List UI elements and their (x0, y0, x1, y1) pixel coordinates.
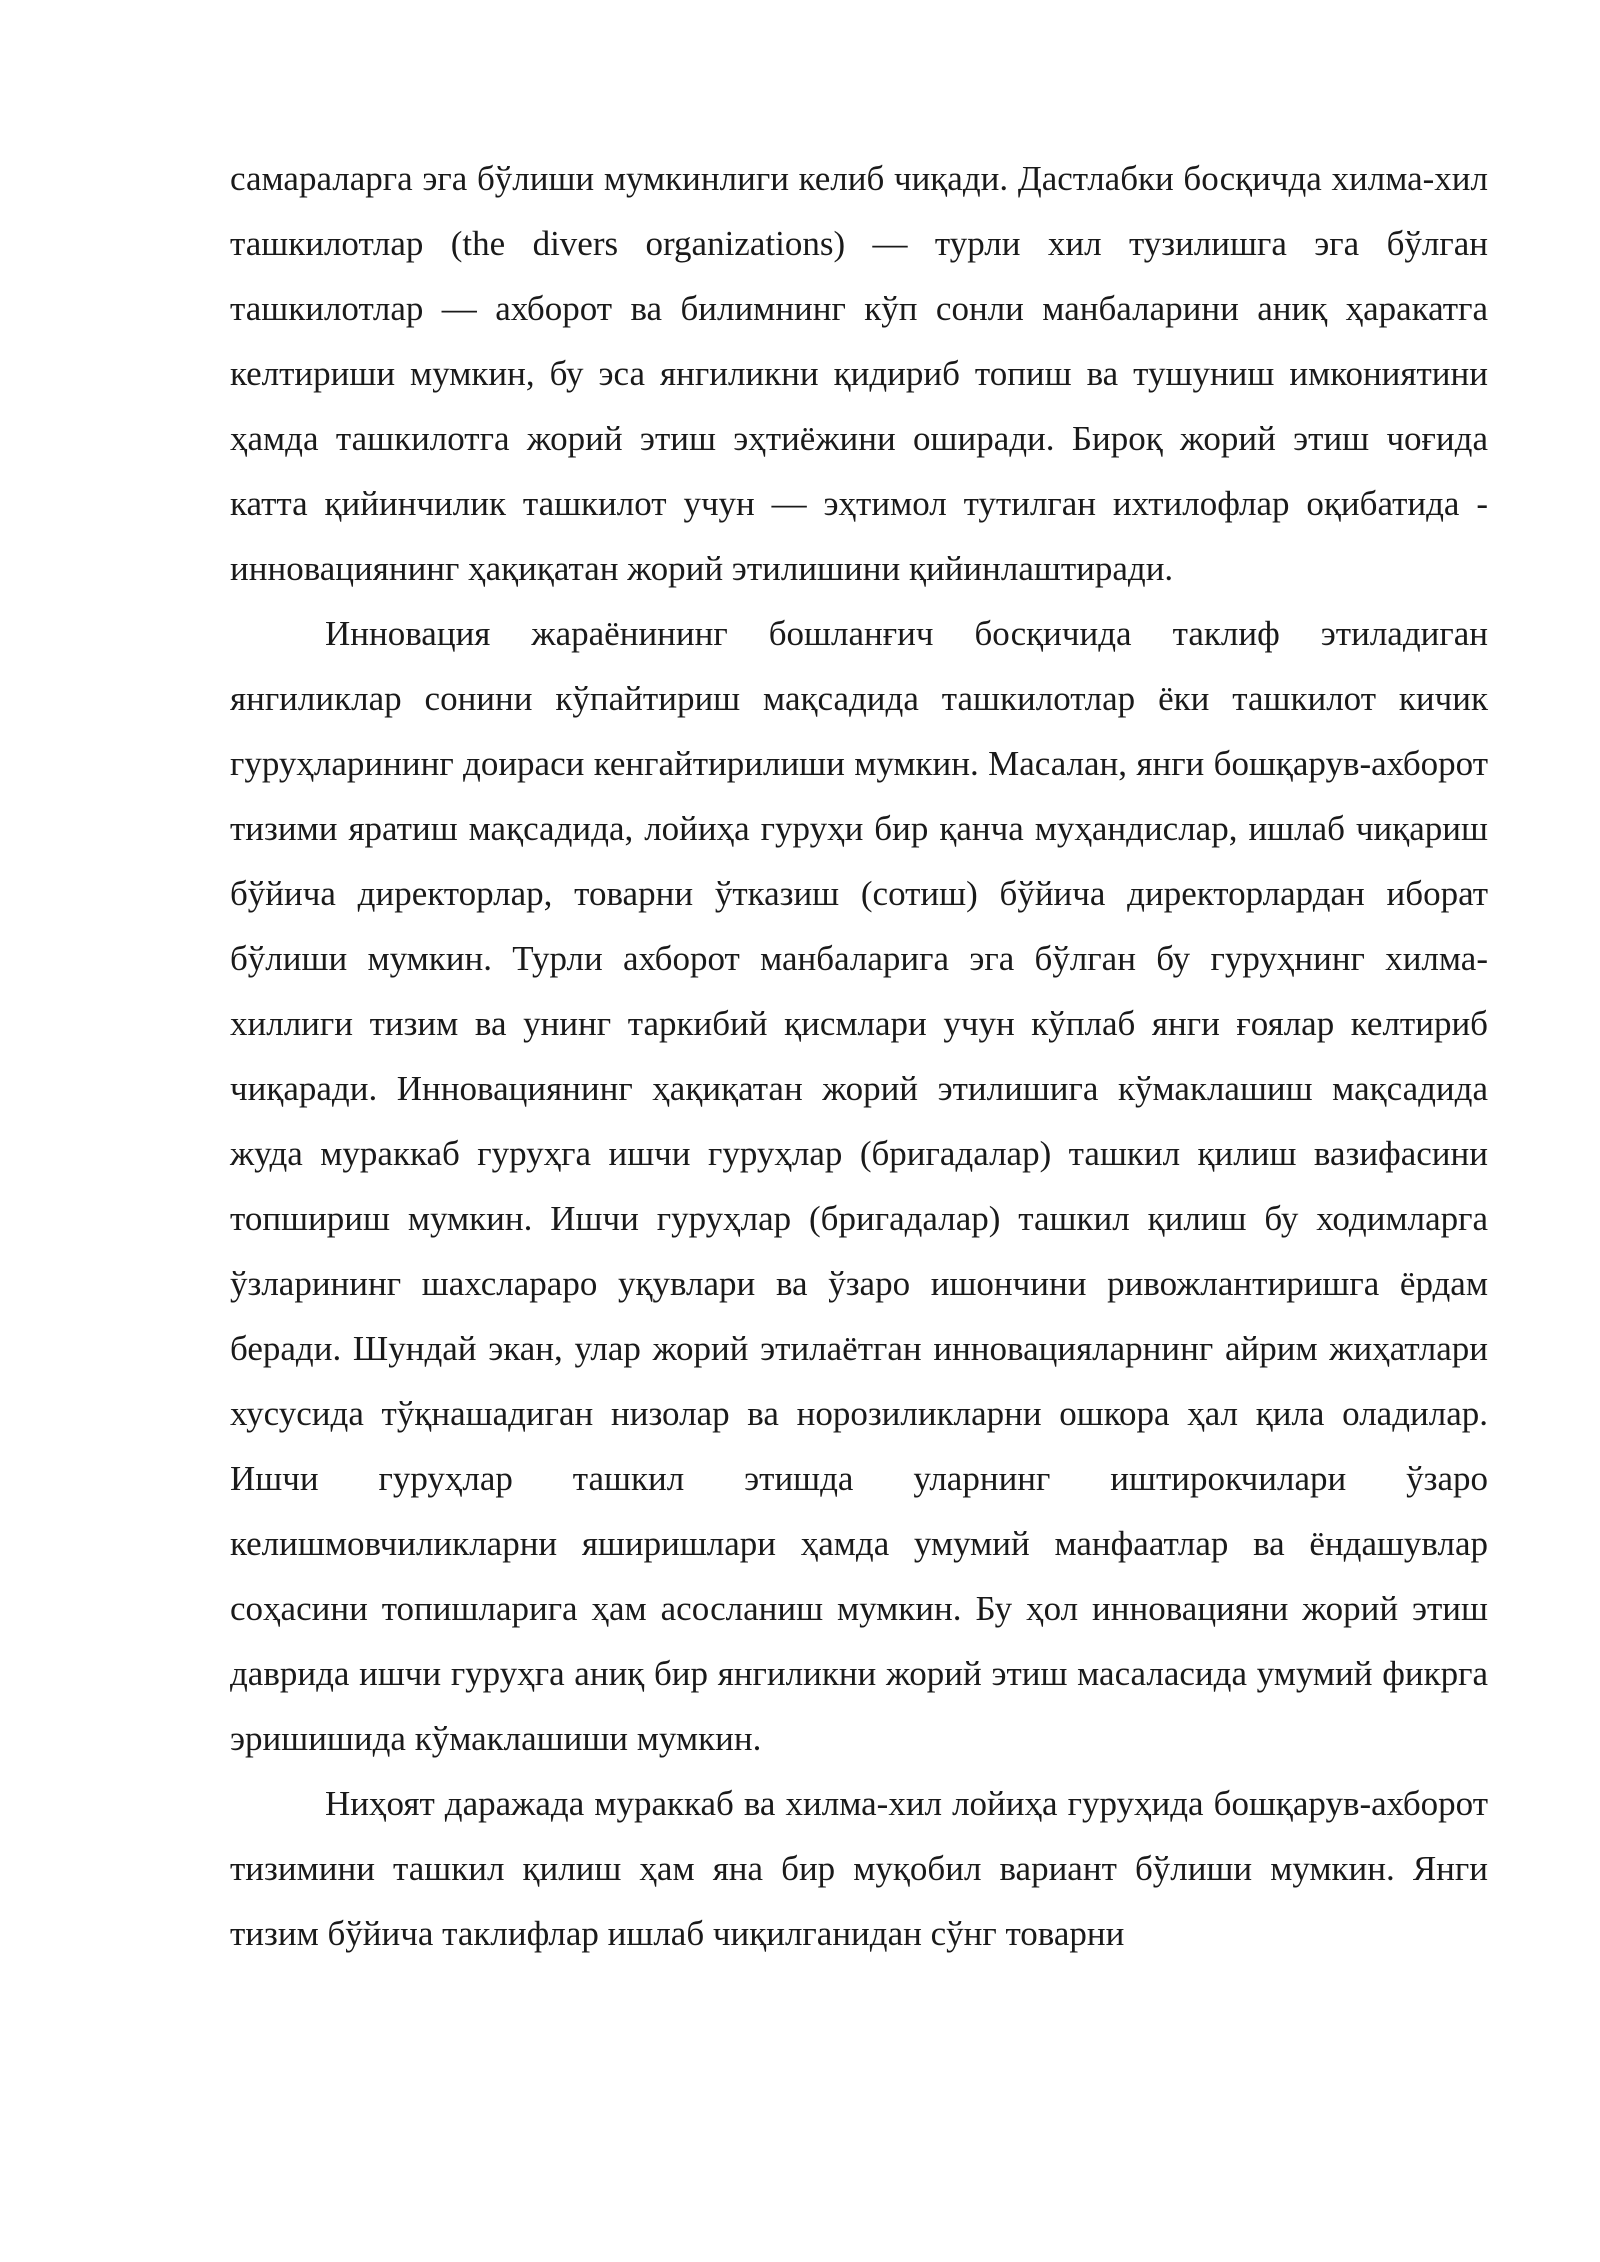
document-body (230, 146, 1488, 1966)
paragraph-2: Инновация жараёнининг бошланғич босқичида таклиф этиладиган янгиликлар сонини кўпайтириш мақсадида ташкилотлар ёки ташкилот кичик гуруҳларининг доираси кенгайтирилиши мумкин. Масалан, янги бошқарув-ахборот тизими яратиш мақсадида, лойиҳа гуруҳи бир қанча муҳандислар, ишлаб чиқариш бўйича директорлар, товарни ўтказиш (сотиш) бўйича директорлардан иборат бўлиши мумкин. Турли ахборот манбаларига эга бўлган бу гуруҳнинг хилма-хиллиги тизим ва унинг таркибий қисмлари учун кўплаб янги ғоялар келтириб чиқаради. Инновациянинг ҳақиқатан жорий этилишига кўмаклашиш мақсадида жуда мураккаб гуруҳга ишчи гуруҳлар (бригадалар) ташкил қилиш вазифасини топшириш мумкин. Ишчи гуруҳлар (бригадалар) ташкил қилиш бу ходимларга ўзларининг шахслараро уқувлари ва ўзаро ишончини ривожлантиришга ёрдам беради. Шундай экан, улар жорий этилаётган инновацияларнинг айрим жиҳатлари хусусида тўқнашадиган низолар ва норозиликларни ошкора ҳал қила оладилар. Ишчи гуруҳлар ташкил этишда уларнинг иштирокчилари ўзаро келишмовчиликларни яширишлари ҳамда умумий манфаатлар ва ёндашувлар соҳасини топишларига ҳам асосланиш мумкин. Бу ҳол инновацияни жорий этиш даврида ишчи гуруҳга аниқ бир янгиликни жорий этиш масаласида умумий фикрга эришишида кўмаклашиши мумкин. (230, 614, 1488, 1758)
paragraph-3: Ниҳоят даражада мураккаб ва хилма-хил лойиҳа гуруҳида бошқарув-ахборот тизимини ташкил қилиш ҳам яна бир муқобил вариант бўлиши мумкин. Янги тизим бўйича таклифлар ишлаб чиқилганидан сўнг товарни (230, 1784, 1488, 1953)
paragraph-1: самараларга эга бўлиши мумкинлиги келиб чиқади. Дастлабки босқичда хилма-хил ташкилотлар (the divers organizations) — турли хил тузилишга эга бўлган ташкилотлар — ахборот ва билимнинг кўп сонли манбаларини аниқ ҳаракатга келтириши мумкин, бу эса янгиликни қидириб топиш ва тушуниш имкониятини ҳамда ташкилотга жорий этиш эҳтиёжини оширади. Бироқ жорий этиш чоғида катта қийинчилик ташкилот учун — эҳтимол тутилган ихтилофлар оқибатида - инновациянинг ҳақиқатан жорий этилишини қийинлаштиради. (230, 159, 1488, 588)
